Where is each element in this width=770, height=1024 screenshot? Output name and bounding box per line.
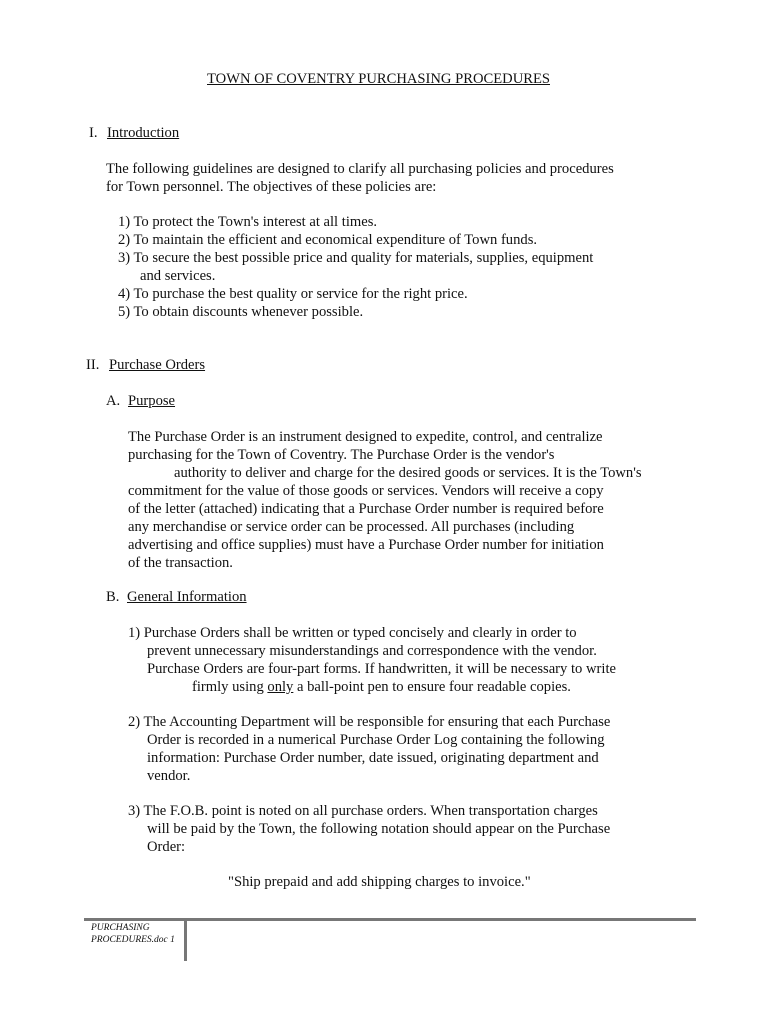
objective-item: 1) To protect the Town's interest at all times. [118,214,378,230]
section-heading-purchase-orders: Purchase Orders [109,357,206,373]
objective-item: 2) To maintain the efficient and economical expenditure of Town funds. [118,232,538,248]
general-item-line [192,678,571,696]
general-item-line: 2) The Accounting Department will be responsible for ensuring that each Purchase [128,714,611,730]
text-run: a ball-point pen to ensure four readable copies. [293,679,571,695]
purpose-line: of the transaction. [128,555,233,571]
subsection-letter: B. [106,589,120,605]
general-item-line: vendor. [147,768,191,784]
emphasis-only: only [267,679,294,695]
text-run: firmly using [192,679,268,695]
objective-item: 4) To purchase the best quality or service for the right price. [118,286,468,302]
purpose-line: any merchandise or service order can be processed. All purchases (including [128,519,575,535]
general-item-line: information: Purchase Order number, date issued, originating department and [147,750,599,766]
purpose-line: authority to deliver and charge for the desired goods or services. It is the Town's [174,465,642,481]
section-number: II. [86,357,100,373]
subsection-heading-purpose: Purpose [128,393,176,409]
purpose-line: purchasing for the Town of Coventry. The Purchase Order is the vendor's [128,447,555,463]
objective-item-continuation: and services. [140,268,216,284]
footer-divider [84,918,696,921]
shipping-notation-quote: "Ship prepaid and add shipping charges to invoice." [228,874,531,890]
intro-paragraph-line: for Town personnel. The objectives of these policies are: [106,179,437,195]
section-heading-introduction: Introduction [107,125,180,141]
subsection-heading-general-information: General Information [127,589,247,605]
general-item-line: 1) Purchase Orders shall be written or typed concisely and clearly in order to [128,625,577,641]
general-item-line: Order is recorded in a numerical Purchase Order Log containing the following [147,732,605,748]
footer-filename-line: PROCEDURES.doc 1 [91,935,175,945]
objective-item: 5) To obtain discounts whenever possible. [118,304,364,320]
purpose-line: of the letter (attached) indicating that a Purchase Order number is required before [128,501,604,517]
objective-item: 3) To secure the best possible price and quality for materials, supplies, equipment [118,250,594,266]
footer-vertical-divider [184,918,187,961]
subsection-letter: A. [106,393,121,409]
intro-paragraph-line: The following guidelines are designed to clarify all purchasing policies and procedures [106,161,614,177]
purpose-line: advertising and office supplies) must have a Purchase Order number for initiation [128,537,604,553]
general-item-line: Order: [147,839,186,855]
general-item-line: 3) The F.O.B. point is noted on all purchase orders. When transportation charges [128,803,598,819]
purpose-line: commitment for the value of those goods or services. Vendors will receive a copy [128,483,604,499]
general-item-line: will be paid by the Town, the following notation should appear on the Purchase [147,821,611,837]
purpose-line: The Purchase Order is an instrument designed to expedite, control, and centralize [128,429,603,445]
section-number: I. [89,125,98,141]
general-item-line: Purchase Orders are four-part forms. If handwritten, it will be necessary to write [147,661,616,677]
general-item-line: prevent unnecessary misunderstandings and correspondence with the vendor. [147,643,597,659]
page-title: TOWN OF COVENTRY PURCHASING PROCEDURES [207,71,550,87]
footer-filename-line: PURCHASING [91,923,150,933]
